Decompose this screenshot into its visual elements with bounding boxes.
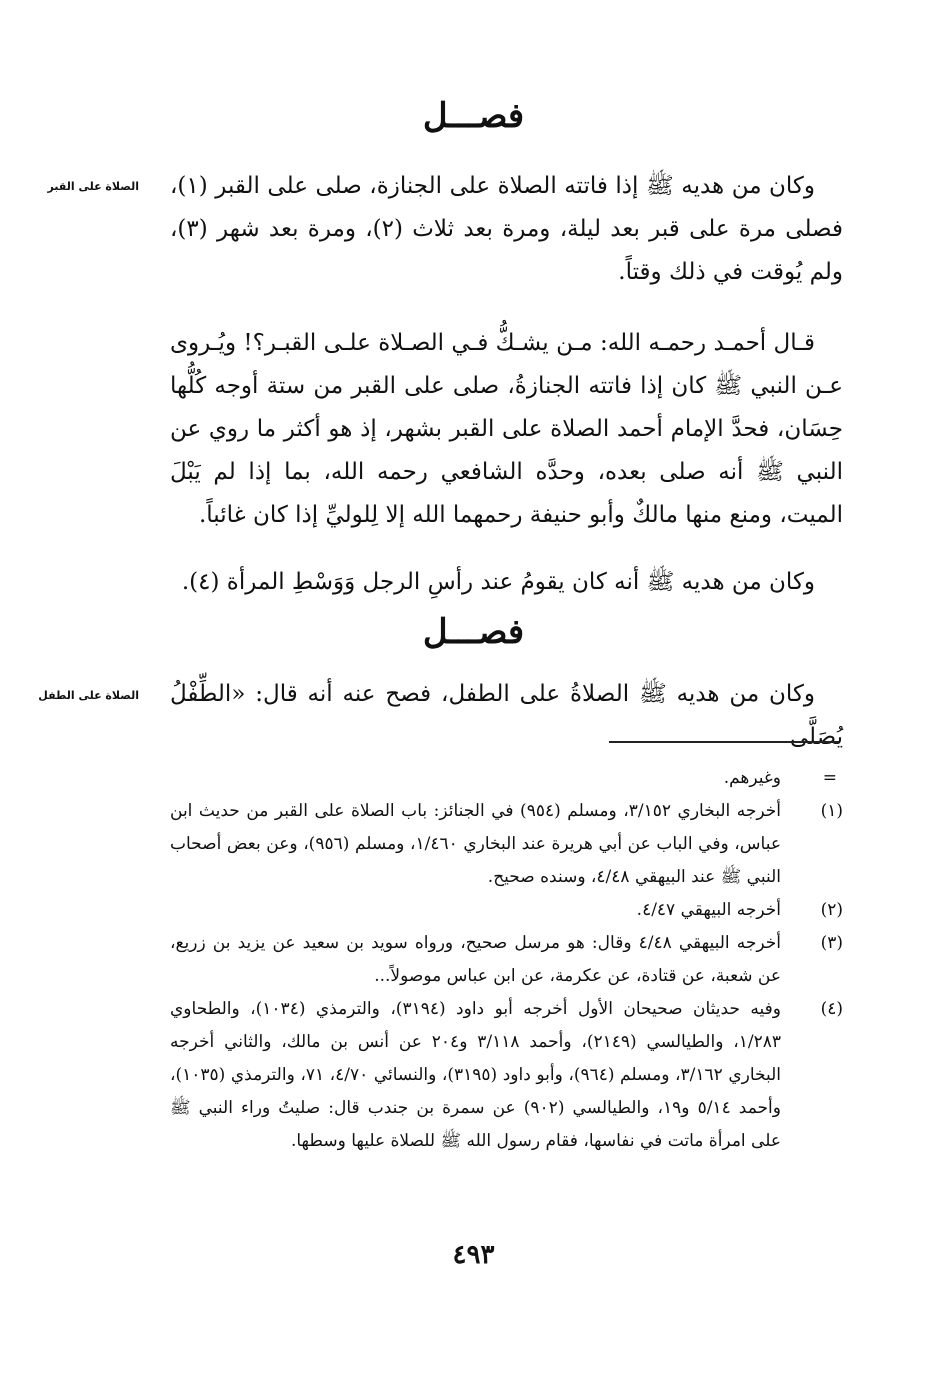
section-heading-2: فصـــل [422, 612, 525, 652]
paragraph-3-container [170, 561, 843, 604]
footnote-3 [170, 927, 843, 993]
paragraph-4-container [170, 673, 843, 759]
paragraph-4: وكان من هديه ﷺ الصلاةُ على الطفل، فصح عنه أنه قال: «الطِّفْلُ يُصَلَّى [170, 681, 843, 750]
margin-note-prayer-at-grave: الصلاة على القبر [47, 180, 139, 193]
footnote-separator [609, 741, 839, 743]
paragraph-2: قـال أحمـد رحمـه الله: مـن يشـكُّ فـي الصـلاة علـى القبـر؟! ويُـروى عـن النبي ﷺ كان إذا فاتته الجنازةُ، صلى على القبر من ستة أوجه كُلُّها حِسَان، فحدَّ الإمام أحمد الصلاة على القبر بشهر، إذ هو أكثر ما روي عن النبي ﷺ أنه صلى بعده، وحدَّه الشافعي رحمه الله، بما إذا لم يَبْلَ الميت، ومنع منها مالكٌ وأبو حنيفة رحمهما الله إلا لِلوليِّ إذا كان غائباً. [170, 330, 843, 528]
footnote-text: وغيرهم. [723, 768, 781, 788]
section-heading-1: فصـــل [422, 96, 525, 136]
footnote-text: أخرجه البيهقي ٤/٤٨ وقال: هو مرسل صحيح، ورواه سويد بن سعيد عن يزيد بن زريع، عن شعبة، عن قتادة، عن عكرمة، عن ابن عباس موصولاً... [170, 933, 781, 986]
footnote-2 [170, 894, 843, 927]
footnote-number: (٣) [820, 933, 843, 953]
paragraph-1-container [170, 165, 843, 294]
page-number: ٤٩٣ [452, 1240, 495, 1270]
footnote-text: أخرجه البيهقي ٤/٤٧. [636, 900, 781, 920]
footnotes-section [170, 762, 843, 1158]
margin-note-prayer-for-child: الصلاة على الطفل [38, 689, 139, 702]
footnote-text: أخرجه البخاري ٣/١٥٢، ومسلم (٩٥٤) في الجنائز: باب الصلاة على القبر من حديث ابن عباس، وفي الباب عن أبي هريرة عند البخاري ١/٤٦٠، ومسلم (٩٥٦)، وعن بعض أصحاب النبي ﷺ عند البيهقي ٤/٤٨، وسنده صحيح. [170, 801, 782, 887]
footnote-1 [170, 795, 843, 894]
footnote-marker: = [822, 768, 837, 788]
footnote-number: (٢) [820, 900, 843, 920]
paragraph-1: وكان من هديه ﷺ إذا فاتته الصلاة على الجنازة، صلى على القبر (١)، فصلى مرة على قبر بعد ليلة، ومرة بعد ثلاث (٢)، ومرة بعد شهر (٣)، ولم يُوقت في ذلك وقتاً. [170, 173, 843, 285]
footnote-text: وفيه حديثان صحيحان الأول أخرجه أبو داود (٣١٩٤)، والترمذي (١٠٣٤)، والطحاوي ١/٢٨٣، والطيالسي (٢١٤٩)، وأحمد ٣/١١٨ و٢٠٤ عن أنس بن مالك، والثاني أخرجه البخاري ٣/١٦٢، ومسلم (٩٦٤)، وأبو داود (٣١٩٥)، والنسائي ٤/٧٠، ٧١، والترمذي (١٠٣٥)، وأحمد ٥/١٤ و١٩، والطيالسي (٩٠٢) عن سمرة بن جندب قال: صليتُ وراء النبي ﷺ على امرأة ماتت في نفاسها، فقام رسول الله ﷺ للصلاة عليها وسطها. [170, 999, 782, 1151]
footnote-continuation [170, 762, 843, 795]
footnote-number: (٤) [820, 999, 843, 1019]
footnote-4 [170, 993, 843, 1158]
paragraph-3: وكان من هديه ﷺ أنه كان يقومُ عند رأسِ الرجل وَوَسْطِ المرأة (٤). [181, 569, 815, 595]
footnote-number: (١) [820, 801, 843, 821]
paragraph-2-container [170, 322, 843, 537]
